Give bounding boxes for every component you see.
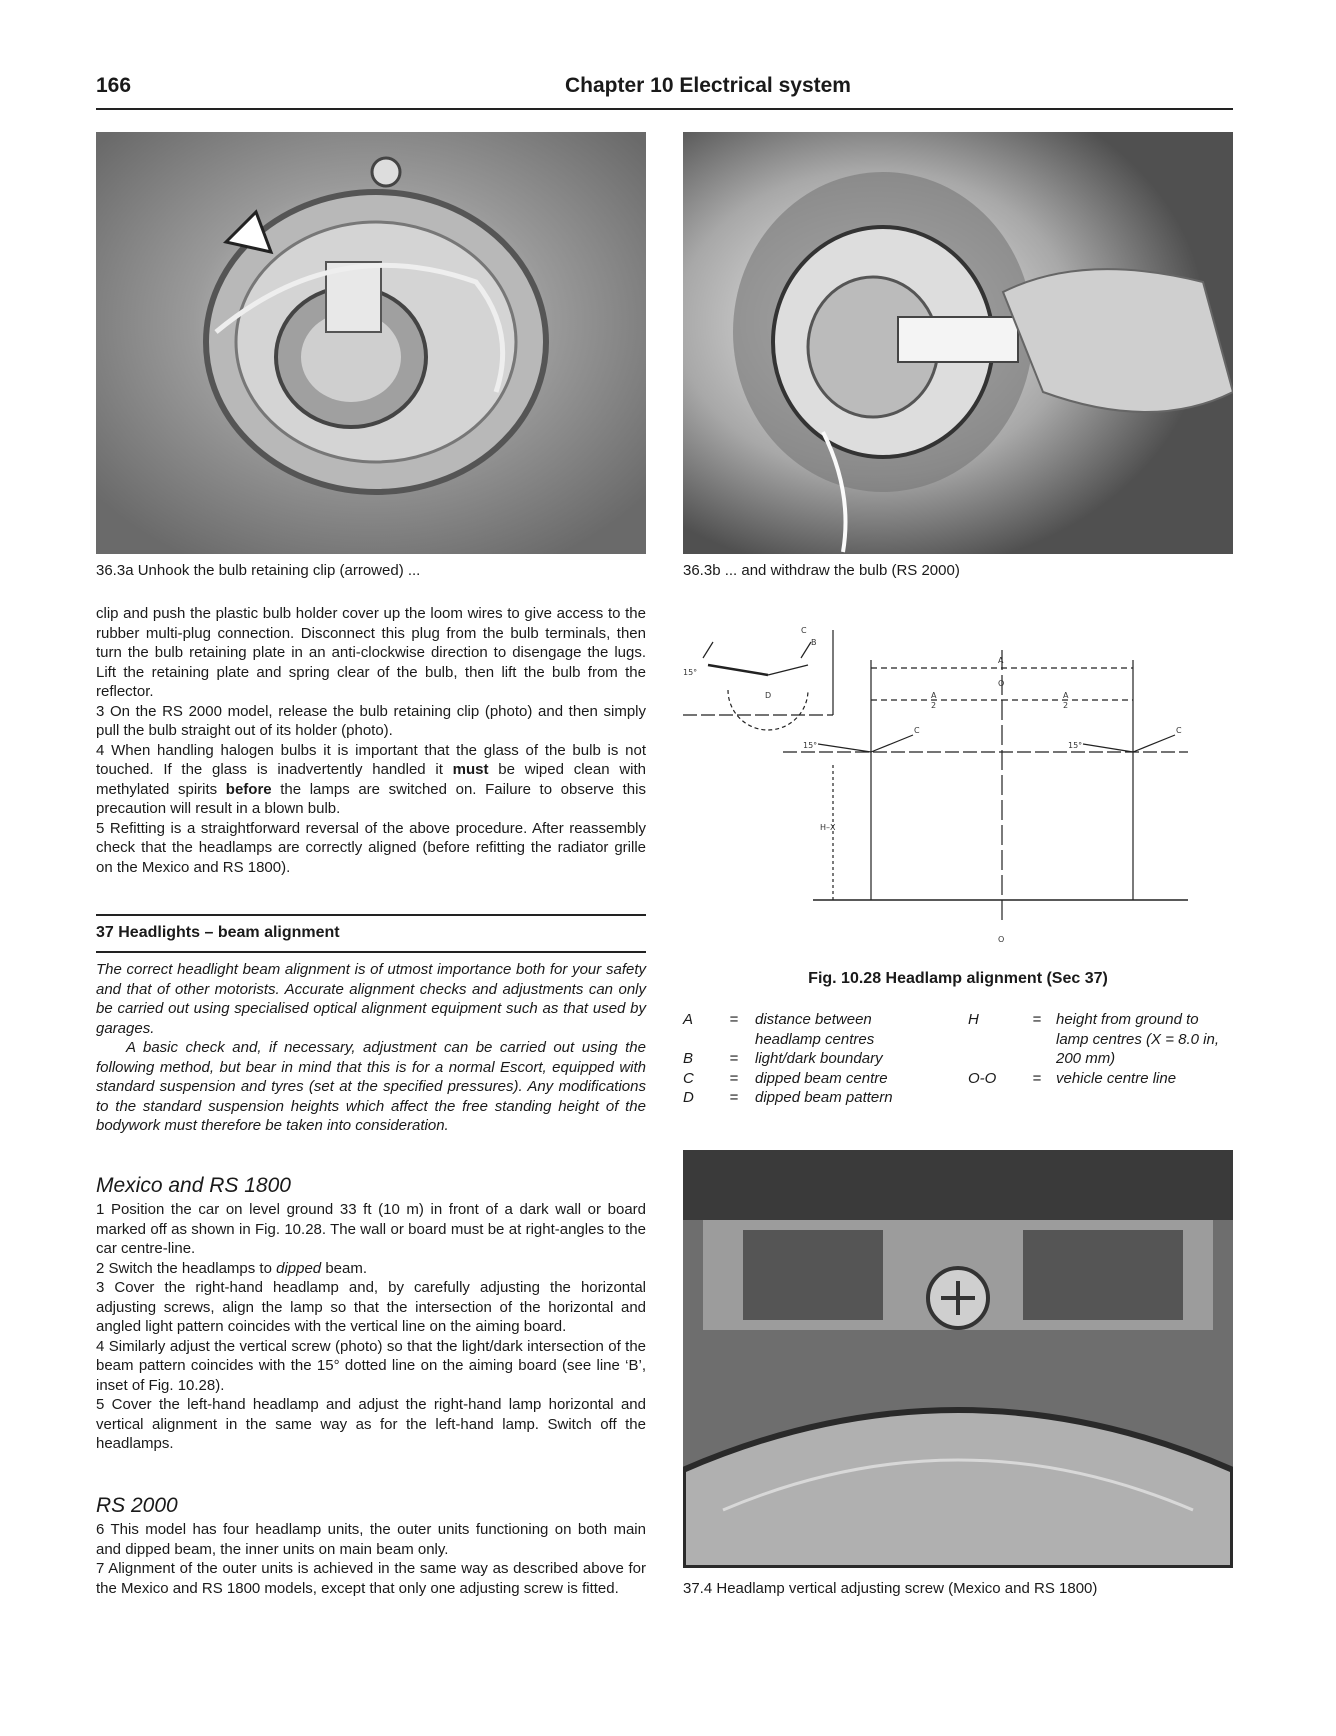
step-4-bold-must: must <box>452 761 489 778</box>
step-4-text-a: 4 When handling halogen bulbs it is important that the glass of the bulb is not touched. If the glass is inadvertently handled it <box>96 741 646 778</box>
step-4-text-c: the lamps are switched on. Failure to observe this precaution will result in a blown bulb. <box>96 780 646 817</box>
label-two-left: 2 <box>931 701 937 710</box>
step-2-text-b: beam. <box>321 1259 368 1277</box>
mexico-step-2 <box>96 1259 646 1279</box>
legend-value-h: height from ground to lamp centres (X = 8.0 in, 200 mm) <box>1056 1011 1219 1067</box>
label-c-left: C <box>914 726 920 735</box>
label-angle-left: 15° <box>803 741 818 750</box>
label-a-half-left: A <box>931 691 937 700</box>
headlamp-alignment-diagram <box>683 620 1233 970</box>
legend-key-b: B <box>683 1050 694 1067</box>
figure-legend-right <box>968 1010 1233 1088</box>
photo-withdraw-bulb-illustration <box>683 132 1233 554</box>
section-title: 37 Headlights – beam alignment <box>96 924 340 941</box>
label-d-inset: D <box>765 691 772 700</box>
photo-bulb-retaining-clip <box>96 132 646 554</box>
mexico-step-1: 1 Position the car on level ground 33 ft (10 m) in front of a dark wall or board marked off as shown in Fig. 10.28. The wall or board must be at right-angles to the car centre-line. <box>96 1201 646 1257</box>
continuation-text <box>96 604 646 877</box>
header-rule <box>96 108 1233 110</box>
legend-value-oo: vehicle centre line <box>1056 1069 1177 1087</box>
legend-key-c: C <box>683 1069 694 1087</box>
legend-eq-d: = <box>729 1089 739 1106</box>
subhead-mexico-rs1800: Mexico and RS 1800 <box>96 1174 291 1197</box>
legend-value-d: dipped beam pattern <box>755 1089 893 1106</box>
step-2-text-a: 2 Switch the headlamps to <box>96 1259 277 1277</box>
legend-row-d <box>683 1088 948 1108</box>
legend-eq-oo: = <box>1032 1069 1042 1087</box>
paragraph-step-3: 3 On the RS 2000 model, release the bulb retaining clip (photo) and then simply pull the bulb straight out of its holder (photo). <box>96 702 646 739</box>
diagram-board <box>783 650 1188 920</box>
label-two-right: 2 <box>1063 701 1069 710</box>
photo-caption-36-3a: 36.3a Unhook the bulb retaining clip (arrowed) ... <box>96 562 421 579</box>
rs2000-step-6: 6 This model has four headlamp units, the outer units functioning on both main and dipped beam, the inner units on main beam only. <box>96 1521 646 1558</box>
chapter-title-text: Chapter 10 Electrical system <box>565 74 851 97</box>
figure-legend-left <box>683 1010 948 1108</box>
label-c-right: C <box>1176 726 1182 735</box>
photo-caption-37-4: 37.4 Headlamp vertical adjusting screw (Mexico and RS 1800) <box>683 1580 1098 1597</box>
step-4-bold-before: before <box>225 780 272 798</box>
photo-withdraw-bulb <box>683 132 1233 554</box>
legend-key-oo: O-O <box>968 1069 997 1087</box>
intro-paragraph-1: The correct headlight beam alignment is of utmost importance both for your safety and that of other motorists. Accurate alignment checks and adjustments can only be carried out using specialised optical alignment equipment such as that used by garages. <box>96 961 646 1037</box>
paragraph-step-4 <box>96 741 646 819</box>
section-intro <box>96 960 646 1136</box>
photo-caption-36-3b: 36.3b ... and withdraw the bulb (RS 2000) <box>683 562 960 579</box>
mexico-step-5: 5 Cover the left-hand headlamp and adjust the right-hand lamp horizontal and vertical alignment in the same way as for the left-hand lamp. Switch off the headlamps. <box>96 1396 646 1452</box>
chapter-title <box>0 74 1336 98</box>
intro-paragraph-2: A basic check and, if necessary, adjustment can be carried out using the following method, but bear in mind that this is for a normal Escort, equipped with standard suspension and tyres (set at the specified pressures). Any modifications to the standard suspension heights which affect the free standing height of the bodywork must therefore be taken into consideration. <box>96 1039 646 1134</box>
legend-row-a <box>683 1010 948 1049</box>
legend-key-a: A <box>683 1011 694 1028</box>
legend-key-h: H <box>968 1011 979 1028</box>
step-2-italic-dipped: dipped <box>276 1259 322 1277</box>
label-a-top: A <box>998 656 1004 665</box>
photo-adjusting-screw-illustration <box>683 1150 1233 1568</box>
legend-value-b: light/dark boundary <box>755 1050 883 1067</box>
legend-row-b <box>683 1049 948 1069</box>
figure-caption: Fig. 10.28 Headlamp alignment (Sec 37) <box>808 970 1108 987</box>
rs2000-steps <box>96 1520 646 1598</box>
paragraph-continuation: clip and push the plastic bulb holder cover up the loom wires to give access to the rubber multi-plug connection. Disconnect this plug from the bulb terminals, then turn the bulb retaining plate in an anti-clockwise direction to disengage the lugs. Lift the retaining plate and spring clear of the bulb, then lift the bulb from the reflector. <box>96 605 646 700</box>
mexico-step-4: 4 Similarly adjust the vertical screw (photo) so that the light/dark intersection of the beam pattern coincides with the 15° dotted line on the aiming board (see line ‘B’, inset of Fig. 10.28). <box>96 1337 646 1394</box>
label-o-bottom: O <box>998 935 1005 944</box>
paragraph-step-5: 5 Refitting is a straightforward reversal of the above procedure. After reassembly check that the headlamps are correctly aligned (before refitting the radiator grille on the Mexico and RS 1800). <box>96 819 646 876</box>
section-rule-top <box>96 914 646 916</box>
legend-row-c <box>683 1069 948 1089</box>
photo-bulb-clip-illustration <box>96 132 646 554</box>
rs2000-step-7: 7 Alignment of the outer units is achieved in the same way as described above for the Mexico and RS 1800 models, except that only one adjusting screw is fitted. <box>96 1560 646 1597</box>
page-number: 166 <box>96 74 132 97</box>
mexico-step-3: 3 Cover the right-hand headlamp and, by carefully adjusting the horizontal adjusting screws, align the lamp so that the intersection of the horizontal and angled light pattern coincides with the vertical line on the aiming board. <box>96 1279 646 1335</box>
legend-value-c: dipped beam centre <box>755 1069 888 1087</box>
label-c-inset: C <box>801 626 807 635</box>
mexico-steps <box>96 1200 646 1454</box>
subhead-rs2000: RS 2000 <box>96 1494 178 1517</box>
step-4-text-b: be wiped clean with methylated spirits <box>96 761 646 798</box>
legend-eq-b: = <box>729 1050 739 1067</box>
legend-value-a: distance between headlamp centres <box>755 1011 875 1048</box>
label-hx: H–X <box>820 823 836 832</box>
legend-eq-h: = <box>1032 1011 1042 1028</box>
section-rule-bottom <box>96 951 646 953</box>
legend-row-oo <box>968 1069 1233 1089</box>
label-o-top: O <box>998 679 1005 688</box>
legend-eq-c: = <box>729 1069 739 1087</box>
legend-key-d: D <box>683 1089 694 1106</box>
legend-row-h <box>968 1010 1233 1069</box>
label-a-half-right: A <box>1063 691 1069 700</box>
label-angle-inset: 15° <box>683 668 698 677</box>
legend-eq-a: = <box>729 1011 739 1028</box>
label-angle-right: 15° <box>1068 741 1083 750</box>
label-b-inset: B <box>811 638 817 647</box>
photo-vertical-adjusting-screw <box>683 1150 1233 1568</box>
diagram-svg <box>683 620 1233 970</box>
